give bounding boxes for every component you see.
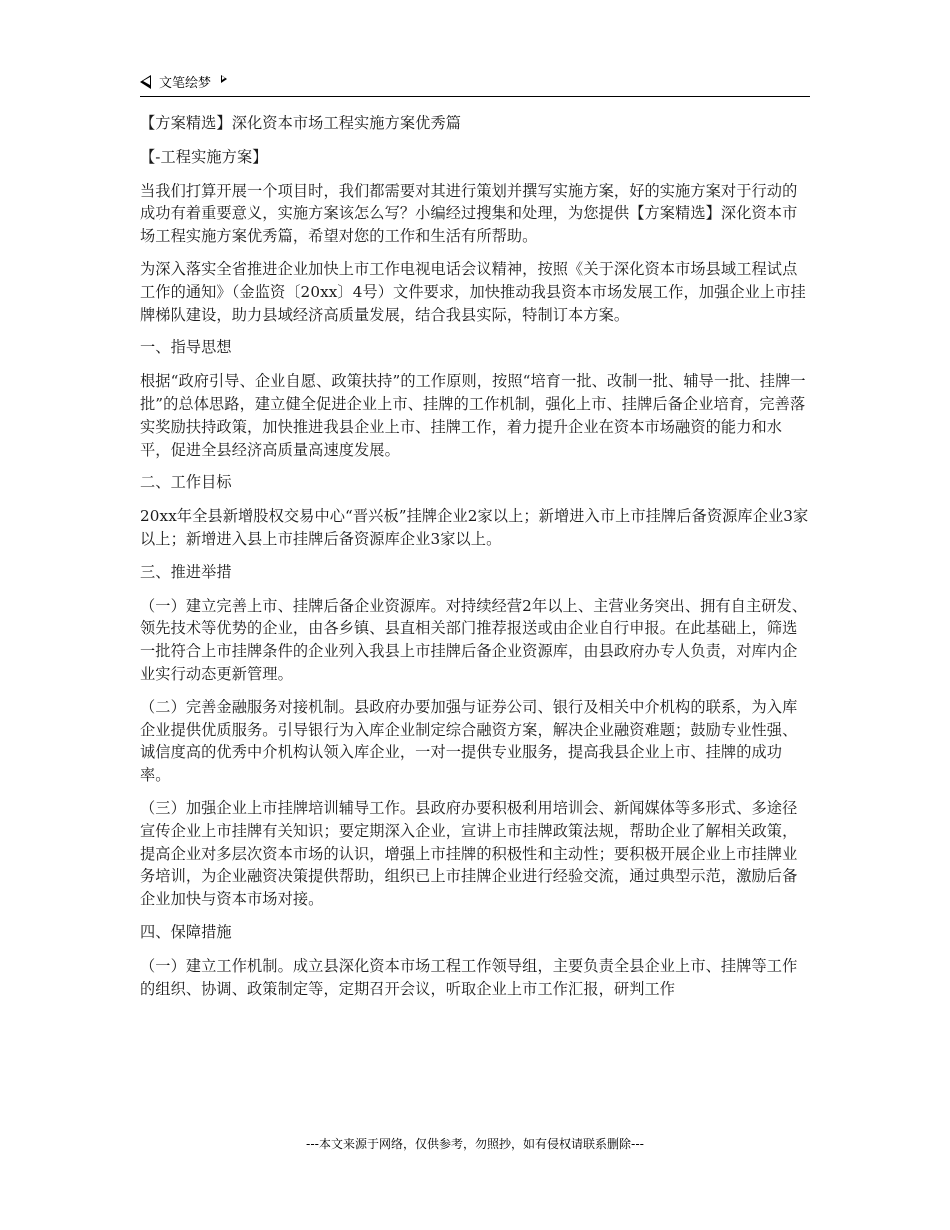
paragraph-intro: 当我们打算开展一个项目时，我们都需要对其进行策划并撰写实施方案，好的实施方案对于行动的成功有着重要意义，实施方案该怎么写？小编经过搜集和处理，为您提供【方案精选】深化资本市场工程实施方案优秀篇，希望对您的工作和生活有所帮助。	[140, 181, 798, 246]
document-body	[140, 112, 812, 1010]
paragraph-measure-1: （一）建立完善上市、挂牌后备企业资源库。对持续经营2年以上、主营业务突出、拥有自主研发、领先技术等优势的企业，由各乡镇、县直相关部门推荐报送或由企业自行申报。在此基础上，筛选一批符合上市挂牌条件的企业列入我县上市挂牌后备企业资源库，由县政府办专人负责，对库内企业实行动态更新管理。	[140, 596, 808, 683]
paragraph-measure-3: （三）加强企业上市挂牌培训辅导工作。县政府办要积极利用培训会、新闻媒体等多形式、多途径宣传企业上市挂牌有关知识；要定期深入企业，宣讲上市挂牌政策法规，帮助企业了解相关政策，提高企业对多层次资本市场的认识，增强上市挂牌的积极性和主动性；要积极开展企业上市挂牌业务培训，为企业融资决策提供帮助，组织已上市挂牌企业进行经验交流，通过典型示范，激励后备企业加快与资本市场对接。	[140, 798, 798, 909]
document-tag: 【-工程实施方案】	[140, 147, 268, 166]
section-heading-work-goals: 二、工作目标	[140, 473, 232, 492]
triangle-left-icon	[140, 75, 151, 89]
section-heading-guiding-ideology: 一、指导思想	[140, 338, 232, 357]
paragraph-measure-2: （二）完善金融服务对接机制。县政府办要加强与证券公司、银行及相关中介机构的联系，为入库企业提供优质服务。引导银行为入库企业制定综合融资方案，解决企业融资难题；鼓励专业性强、诚信度高的优秀中介机构认领入库企业，一对一提供专业服务，提高我县企业上市、挂牌的成功率。	[140, 697, 798, 785]
paragraph-guiding-ideology: 根据“政府引导、企业自愿、政策扶持”的工作原则，按照“培育一批、改制一批、辅导一批、挂牌一批”的总体思路，建立健全促进企业上市、挂牌的工作机制，强化上市、挂牌后备企业培育，完善落实奖励扶持政策，加快推进我县企业上市、挂牌工作，着力提升企业在资本市场融资的能力和水平，促进全县经济高质量高速度发展。	[140, 372, 806, 459]
page-header	[140, 70, 810, 97]
footer-disclaimer: ---本文来源于网络，仅供参考，勿照抄，如有侵权请联系删除---	[306, 1137, 644, 1151]
paragraph-safeguard-1: （一）建立工作机制。成立县深化资本市场工程工作领导组，主要负责全县企业上市、挂牌等工作的组织、协调、政策制定等，定期召开会议，听取企业上市工作汇报，研判工作	[140, 956, 798, 998]
triangle-right-icon	[221, 75, 227, 83]
section-heading-safeguards: 四、保障措施	[140, 922, 232, 941]
brand-text: 文笔绘梦	[159, 76, 212, 91]
paragraph-background: 为深入落实全省推进企业加快上市工作电视电话会议精神，按照《关于深化资本市场县域工程试点工作的通知》（金监资〔20xx〕4号）文件要求，加快推动我县资本市场发展工作，加强企业上市挂牌梯队建设，助力县域经济高质量发展，结合我县实际，特制订本方案。	[140, 259, 806, 324]
section-heading-measures: 三、推进举措	[140, 562, 232, 581]
document-title: 【方案精选】深化资本市场工程实施方案优秀篇	[140, 114, 462, 132]
paragraph-work-goals: 20xx年全县新增股权交易中心“晋兴板”挂牌企业2家以上；新增进入市上市挂牌后备资源库企业3家以上；新增进入县上市挂牌后备资源库企业3家以上。	[140, 507, 809, 548]
brand	[140, 72, 227, 91]
